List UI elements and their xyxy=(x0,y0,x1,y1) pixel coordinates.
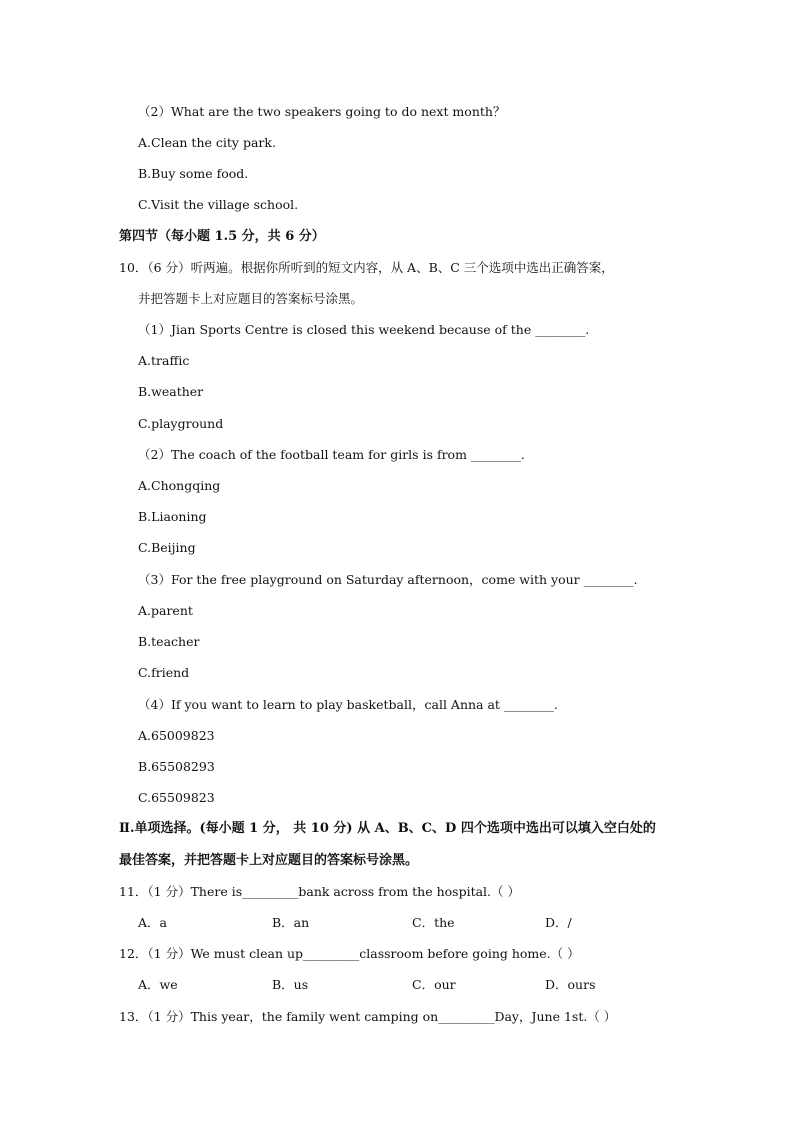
question-10-3-option-c: C.friend xyxy=(138,665,190,680)
question-10-1-option-c: C.playground xyxy=(138,416,224,431)
question-11-option-b: B．an xyxy=(272,915,310,930)
question-10-3-stem: （3）For the free playground on Saturday afternoon，come with your ________. xyxy=(138,572,638,587)
question-12-option-a: A．we xyxy=(138,977,178,992)
question-12-option-c: C．our xyxy=(412,977,456,992)
question-10-3-option-b: B.teacher xyxy=(138,634,200,649)
section-2-heading-line-2: 最佳答案，并把答题卡上对应题目的答案标号涂黑。 xyxy=(119,853,419,868)
question-10-4-option-a: A.65009823 xyxy=(138,728,215,743)
question-9-2-option-c: C.Visit the village school. xyxy=(138,197,299,212)
question-12-option-b: B．us xyxy=(272,977,309,992)
question-10-4-option-c: C.65509823 xyxy=(138,790,215,805)
question-10-2-option-b: B.Liaoning xyxy=(138,509,207,524)
section-2-heading-line-1: Ⅱ.单项选择。(每小题 1 分， 共 10 分) 从 A、B、C、D 四个选项中选出可以填入空白处的 xyxy=(119,821,656,836)
question-11-stem: 11．（1 分）There is_________bank across from the hospital.（ ） xyxy=(119,884,520,899)
question-10-4-stem: （4）If you want to learn to play basketball，call Anna at ________. xyxy=(138,697,558,712)
question-12-stem: 12．（1 分）We must clean up_________classroom before going home.（ ） xyxy=(119,946,580,961)
question-9-2-stem: （2）What are the two speakers going to do next month？ xyxy=(138,104,506,119)
question-13-stem: 13．（1 分）This year，the family went camping on_________Day，June 1st.（ ） xyxy=(119,1009,617,1024)
question-10-intro-line-1: 10．（6 分）听两遍。根据你所听到的短文内容，从 A、B、C 三个选项中选出正确答案， xyxy=(119,260,614,275)
question-10-intro-line-2: 并把答题卡上对应题目的答案标号涂黑。 xyxy=(138,291,364,306)
question-12-option-d: D．ours xyxy=(545,977,596,992)
question-10-2-option-a: A.Chongqing xyxy=(138,478,221,493)
question-10-3-option-a: A.parent xyxy=(138,603,193,618)
question-9-2-option-b: B.Buy some food. xyxy=(138,166,249,181)
question-10-1-option-b: B.weather xyxy=(138,384,204,399)
question-11-option-a: A．a xyxy=(138,915,167,930)
question-10-2-option-c: C.Beijing xyxy=(138,540,196,555)
question-11-option-d: D．/ xyxy=(545,915,572,930)
question-11-option-c: C．the xyxy=(412,915,455,930)
section-4-heading: 第四节（每小题 1.5 分，共 6 分） xyxy=(119,229,325,244)
question-9-2-option-a: A.Clean the city park. xyxy=(138,135,276,150)
question-10-1-stem: （1）Jian Sports Centre is closed this weekend because of the ________. xyxy=(138,322,590,337)
question-10-2-stem: （2）The coach of the football team for girls is from ________. xyxy=(138,447,525,462)
question-10-4-option-b: B.65508293 xyxy=(138,759,215,774)
question-10-1-option-a: A.traffic xyxy=(138,353,190,368)
